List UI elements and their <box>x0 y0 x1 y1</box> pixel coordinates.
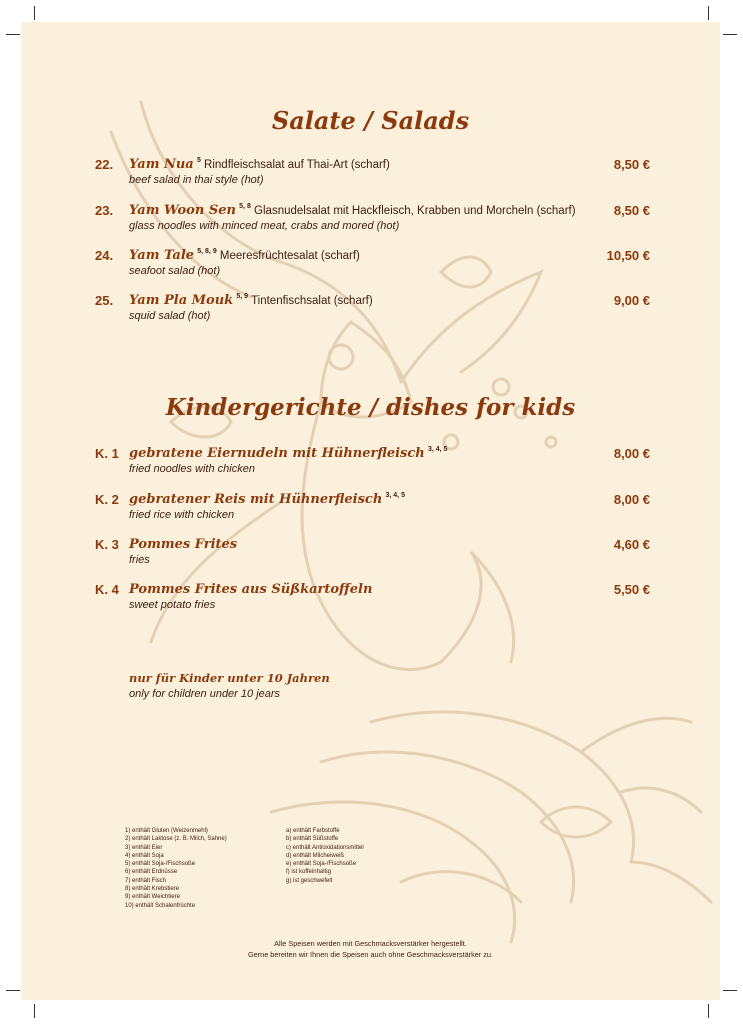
dish-name: Yam Nua <box>129 157 194 172</box>
section-title-salads: Salate / Salads <box>271 106 470 135</box>
item-number: K. 2 <box>95 492 119 507</box>
item-number: 25. <box>95 293 114 308</box>
dish-description-de: Meeresfrüchtesalat (scharf) <box>219 250 360 262</box>
item-number: 22. <box>95 157 114 172</box>
allergen-codes: 5, 8, 9 <box>197 248 217 255</box>
dish-name: gebratene Eiernudeln mit Hühnerfleisch <box>129 446 425 461</box>
allergen-codes: 5, 9 <box>236 293 249 300</box>
crop-mark <box>6 34 20 35</box>
allergen-codes: 5 <box>196 157 201 164</box>
dish-description-de: Tintenfischsalat (scharf) <box>251 295 373 307</box>
dish-description-en: seafoot salad (hot) <box>129 265 221 277</box>
section-title-kids: Kindergerichte / dishes for kids <box>165 394 576 421</box>
dish-name: Yam Tale <box>129 248 195 263</box>
crop-mark <box>723 990 737 991</box>
item-title-line <box>129 293 373 308</box>
allergen-entry: 2) enthält Laktose (z. B. Milch, Sahne) <box>125 836 227 843</box>
item-price: 10,50 € <box>606 248 650 263</box>
crop-mark <box>708 6 709 20</box>
footer-line: Alle Speisen werden mit Geschmacksverstärker hergestellt. <box>274 939 467 948</box>
item-price: 8,50 € <box>613 157 650 172</box>
item-number: K. 1 <box>95 446 119 461</box>
crop-mark <box>708 1004 709 1018</box>
dish-description-en: fried noodles with chicken <box>129 463 255 475</box>
item-price: 4,60 € <box>613 537 650 552</box>
item-number: K. 3 <box>95 537 119 552</box>
item-price: 8,50 € <box>613 203 650 218</box>
dish-description-en: squid salad (hot) <box>129 310 211 322</box>
additive-entry: c) enthält Antioxidationsmittel <box>286 844 364 851</box>
allergen-codes: 5, 8 <box>239 203 251 210</box>
additive-entry: a) enthält Farbstoffe <box>286 828 340 834</box>
allergen-list <box>125 827 227 910</box>
allergen-codes: 3, 4, 5 <box>427 446 448 453</box>
additive-entry: d) enthält Milcheiweiß <box>286 852 345 859</box>
dish-description-de: Rindfleischsalat auf Thai-Art (scharf) <box>204 159 390 171</box>
item-price: 9,00 € <box>613 293 650 308</box>
item-price: 5,50 € <box>613 582 650 597</box>
kids-age-note <box>129 671 330 700</box>
dish-description-en: fried rice with chicken <box>129 509 235 521</box>
additive-entry: e) enthält Soja-/Fischsoße <box>286 861 357 868</box>
allergen-entry: 7) enthält Fisch <box>125 877 167 884</box>
allergen-codes: 3, 4, 5 <box>385 492 405 499</box>
item-title-line <box>129 248 360 263</box>
crop-mark <box>34 1004 35 1018</box>
item-number: K. 4 <box>95 582 119 597</box>
dish-description-en: glass noodles with minced meat, crabs and mored (hot) <box>129 220 400 232</box>
allergen-entry: 4) enthält Soja <box>125 852 164 859</box>
item-number: 23. <box>95 203 114 218</box>
allergen-entry: 5) enthält Soja-/Fischsoße <box>125 861 196 868</box>
item-price: 8,00 € <box>613 492 650 507</box>
item-title-line <box>129 157 390 172</box>
item-title-line <box>129 537 237 552</box>
footer-line: Gerne bereiten wir Ihnen die Speisen auch ohne Geschmacksverstärker zu. <box>248 950 493 959</box>
footer-note <box>21 938 720 960</box>
dish-description-en: beef salad in thai style (hot) <box>129 174 264 186</box>
additive-entry: g) ist geschwefelt <box>286 877 333 884</box>
dish-name: Yam Woon Sen <box>129 203 236 218</box>
item-number: 24. <box>95 248 114 263</box>
item-title-line <box>129 203 576 218</box>
dish-name: Yam Pla Mouk <box>129 293 234 308</box>
dish-name: Pommes Frites aus Süßkartoffeln <box>129 582 373 597</box>
additive-list <box>286 827 364 885</box>
dish-description-en: sweet potato fries <box>129 599 216 611</box>
allergen-entry: 6) enthält Erdnüsse <box>125 869 178 876</box>
item-price: 8,00 € <box>613 446 650 461</box>
kids-note-de: nur für Kinder unter 10 Jahren <box>129 671 330 685</box>
crop-mark <box>6 990 20 991</box>
allergen-entry: 1) enthält Gluten (Weizenmehl) <box>125 828 208 834</box>
dish-name: gebratener Reis mit Hühnerfleisch <box>129 492 383 507</box>
dish-name: Pommes Frites <box>129 537 238 552</box>
item-title-line <box>129 582 372 597</box>
item-title-line <box>129 492 405 507</box>
allergen-entry: 9) enthält Weichtiere <box>125 894 180 901</box>
allergen-entry: 3) enthält Eier <box>125 844 163 851</box>
crop-mark <box>34 6 35 20</box>
dish-description-en: fries <box>129 554 150 566</box>
kids-note-en: only for children under 10 jears <box>129 688 281 700</box>
allergen-entry: 10) enthält Schalenfrüchte <box>125 902 196 909</box>
item-title-line <box>129 446 447 461</box>
dish-description-de: Glasnudelsalat mit Hackfleisch, Krabben und Morcheln (scharf) <box>254 205 576 217</box>
additive-entry: b) enthält Süßstoffe <box>286 836 339 843</box>
allergen-entry: 8) enthält Krebstiere <box>125 886 180 893</box>
crop-mark <box>723 34 737 35</box>
menu-page <box>21 22 720 1000</box>
additive-entry: f) ist koffeinhaltig <box>286 869 331 876</box>
